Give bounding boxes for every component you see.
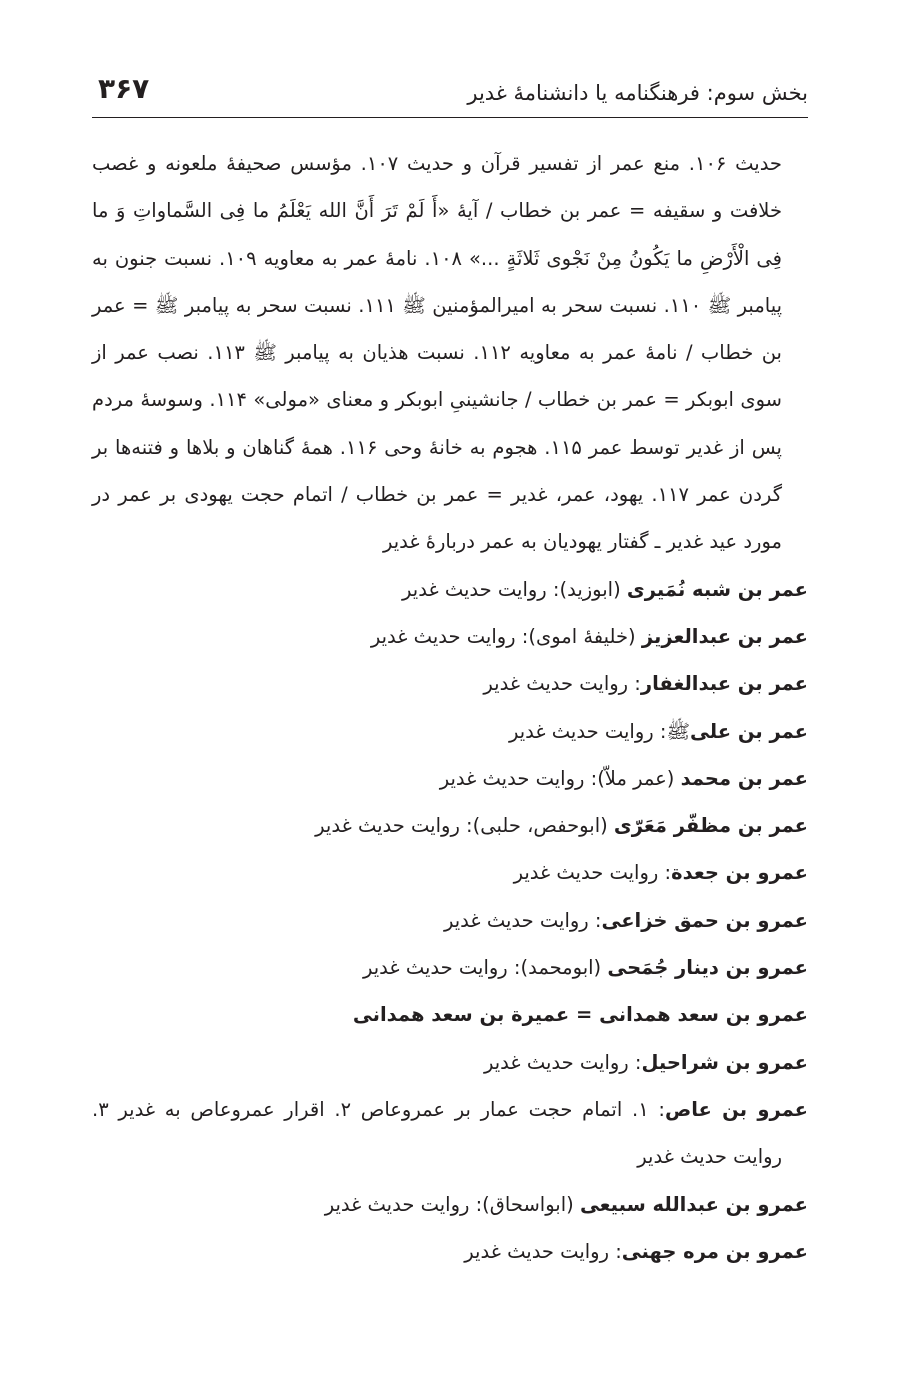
page-number: ۳۶۷ [98,72,150,105]
entry-name: عمر بن عبدالعزیز [641,624,808,648]
entry-text: (خلیفهٔ اموی): روایت حدیث غدیر [370,624,642,648]
entry-name: عمرو بن عاص [664,1097,808,1121]
running-head [92,72,808,112]
entry [92,944,808,991]
entry [92,1086,808,1181]
entry [92,708,808,755]
entry-name: عمرو بن عبدالله سبیعی [579,1192,808,1216]
entry-name: عمرو بن مره جهنی [621,1239,808,1263]
entry [92,566,808,613]
entry-text: (ابومحمد): روایت حدیث غدیر [363,956,608,980]
entry-text: (عمر ملاّ): روایت حدیث غدیر [439,766,681,790]
entry-text: : ۱. اتمام حجت عمار بر عمروعاص ۲. اقرار عمروعاص به غدیر ۳. روایت حدیث غدیر [92,1097,782,1169]
entry-text: (ابوحفص، حلبی): روایت حدیث غدیر [315,814,614,838]
entry [92,991,808,1038]
entry-name: عمر بن علی [690,719,808,743]
entry [92,613,808,660]
entry [92,1181,808,1228]
entry-text: : روایت حدیث غدیر [484,1050,642,1074]
entry-text: (ابوزید): روایت حدیث غدیر [402,577,627,601]
entry [92,802,808,849]
intro-paragraph: حدیث ۱۰۶. منع عمر از تفسیر قرآن و حدیث ۱۰۷. مؤسس صحیفهٔ ملعونه و غصب خلافت و سقیفه = عمر بن خطاب / آیهٔ «أَ لَمْ تَرَ أَنَّ الله یَعْلَمُ ما فِی السَّماواتِ وَ ما فِی الْأَرْضِ ما یَکُونُ مِنْ نَجْوی ثَلاثَةٍ ...» ۱۰۸. نامهٔ عمر به معاویه ۱۰۹. نسبت جنون به پیامبر ﷺ ۱۱۰. نسبت سحر به امیرالمؤمنین ﷺ ۱۱۱. نسبت سحر به پیامبر ﷺ = عمر بن خطاب / نامهٔ عمر به معاویه ۱۱۲. نسبت هذیان به پیامبر ﷺ ۱۱۳. نصب عمر از سوی ابوبکر = عمر بن خطاب / جانشینیِ ابوبکر و معنای «مولی» ۱۱۴. وسوسهٔ مردم پس از غدیر توسط عمر ۱۱۵. هجوم به خانهٔ وحی ۱۱۶. همهٔ گناهان و بلاها و فتنه‌ها بر گردن عمر ۱۱۷. یهود، عمر، غدیر = عمر بن خطاب / اتمام حجت یهودی بر عمر در مورد عید غدیر ـ گفتار یهودیان به عمر دربارهٔ غدیر [92,152,783,554]
entry [92,660,808,707]
entry-name: عمرو بن سعد همدانی = عمیرة بن سعد همدانی [352,1003,808,1027]
running-head-title: بخش سوم: فرهنگنامه یا دانشنامهٔ غدیر [467,81,808,105]
entry-name: عمرو بن شراحیل [641,1050,808,1074]
entry-name: عمرو بن حمق خزاعی [601,908,808,932]
header-rule [92,117,808,118]
entry-name: عمر بن عبدالغفار [640,672,808,696]
entry-name: عمرو بن دینار جُمَحی [607,956,808,980]
entry-text: (ابواسحاق): روایت حدیث غدیر [324,1192,580,1216]
entry-text: : روایت حدیث غدیر [513,861,672,885]
entry-text: : روایت حدیث غدیر [483,672,641,696]
entry-name: عمر بن مظفّر مَعَرّی [613,814,808,838]
book-page [92,0,808,1390]
entry-text: ﷺ: روایت حدیث غدیر [508,719,691,743]
page-body [92,140,808,1275]
entry-name: عمر بن محمد [680,766,808,790]
entry [92,1039,808,1086]
entry-name: عمرو بن جعدة [671,861,808,885]
entry-text: : روایت حدیث غدیر [464,1239,622,1263]
entry-name: عمر بن شبه نُمَیری [626,577,808,601]
entry [92,849,808,896]
entry [92,1228,808,1275]
entry [92,897,808,944]
entry-text: : روایت حدیث غدیر [444,908,602,932]
entry [92,755,808,802]
